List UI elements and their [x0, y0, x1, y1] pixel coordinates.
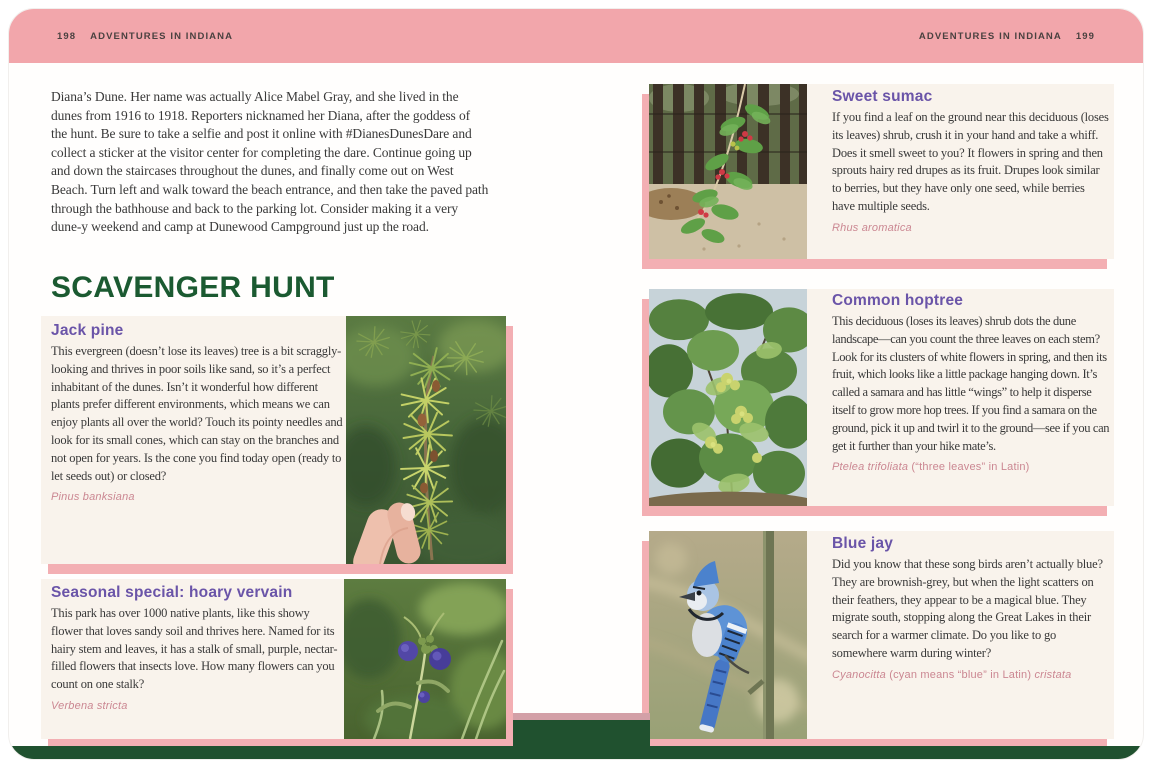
card-text — [51, 584, 343, 713]
card-common-hoptree — [649, 289, 1114, 506]
card-text — [51, 322, 343, 504]
card-text — [832, 88, 1110, 235]
species-name — [832, 222, 1110, 235]
species-note: (cyan means “blue” in Latin) — [885, 668, 1035, 681]
species-name — [832, 669, 1110, 682]
header-band — [9, 9, 1143, 63]
card-body: This deciduous (loses its leaves) shrub dots the dune landscape—can you count the three leaves on each stem? Look for its clusters of white flowers in spring, and then its fruit, which looks like a little package hanging down. It’s called a samara and has little “wings” to help it disperse itself to grow more hop trees. If you find a samara on the ground, pick it up and twirl it to the ground—see if you can get it further than your hike mate’s. — [832, 314, 1110, 453]
hoary-vervain-photo — [344, 579, 506, 739]
intro-paragraph: Diana’s Dune. Her name was actually Alice Mabel Gray, and she lived in the dunes from 1916 to 1918. Reporters nicknamed her Diana, after the goddess of the hunt. Be sure to take a selfie and post it online with #DianesDunesDare and collect a sticker at the visitor center for completing the dare. Continue going up and down the staircases throughout the dunes, and finally come out on West Beach. Turn left and walk toward the beach entrance, and then take the paved path through the bathhouse and back to the parking lot. Consider making it a very dune-y weekend and camp at Dunewood Campground just up the road. — [51, 89, 489, 235]
scavenger-hunt-heading: SCAVENGER HUNT — [51, 271, 335, 304]
species-latin: Pinus banksiana — [51, 491, 135, 504]
card-body: This evergreen (doesn’t lose its leaves) tree is a bit scraggly-looking and thrives in poor soils like sand, so it’s a perfect inhabitant of the dunes. Isn’t it wonderful how different plants prefer different environments, which means we can enjoy plants all over the world? Touch its pointy needles and look for its small cones, which can stay on the branches and not open for years. Is the cone you find today open (ready to let seeds out) or closed? — [51, 344, 343, 483]
card-hoary-vervain — [41, 579, 506, 739]
card-body: This park has over 1000 native plants, like this showy flower that loves sandy soil and thrives here. Named for its hairy stem and leaves, it has a stalk of small, purple, nectar-filled flowers that insects love. How many flowers can you count on one stalk? — [51, 606, 338, 692]
common-hoptree-photo — [649, 289, 807, 506]
card-title: Seasonal special: hoary vervain — [51, 584, 293, 601]
species-latin: Cyanocitta — [832, 668, 886, 681]
species-latin: Rhus aromatica — [832, 221, 912, 234]
running-title-left: ADVENTURES IN INDIANA — [90, 30, 234, 42]
sweet-sumac-photo — [649, 84, 807, 259]
running-header-left — [57, 31, 233, 42]
page-number-left: 198 — [57, 30, 77, 42]
card-title: Jack pine — [51, 322, 124, 339]
species-note: (“three leaves” in Latin) — [908, 461, 1030, 474]
card-text — [832, 535, 1110, 682]
species-latin: Verbena stricta — [51, 699, 128, 712]
species-name — [832, 461, 1110, 474]
blue-jay-photo — [649, 531, 807, 739]
card-body: Did you know that these song birds aren’t actually blue? They are brownish-grey, but when the light scatters on their feathers, they appear to be a magical blue. They migrate south, stopping along the Great Lakes in their search for a warmer climate. Do you like to go somewhere warm during winter? — [832, 557, 1103, 660]
species-name — [51, 491, 343, 504]
card-body: If you find a leaf on the ground near this deciduous (loses its leaves) shrub, crush it in your hand and take a whiff. Does it smell sweet to you? It flowers in spring and then sprouts hairy red drupes as its fruit. Drupes look similar to berries, but they have only one seed, while berries have multiple seeds. — [832, 110, 1109, 213]
running-title-right: ADVENTURES IN INDIANA — [918, 30, 1062, 42]
species-latin: Ptelea trifoliata — [832, 461, 909, 474]
running-header-right — [919, 31, 1095, 42]
card-title: Common hoptree — [832, 292, 964, 309]
card-sweet-sumac — [649, 84, 1114, 259]
book-spread — [8, 8, 1144, 760]
card-jack-pine — [41, 316, 506, 564]
species-name — [51, 700, 343, 713]
card-title: Blue jay — [832, 535, 894, 552]
card-title: Sweet sumac — [832, 88, 933, 105]
page-number-right: 199 — [1075, 30, 1095, 42]
jack-pine-photo — [346, 316, 506, 564]
footer-band — [9, 746, 1143, 759]
species-latin-2: cristata — [1034, 668, 1072, 681]
card-text — [832, 292, 1110, 474]
card-blue-jay — [649, 531, 1114, 739]
